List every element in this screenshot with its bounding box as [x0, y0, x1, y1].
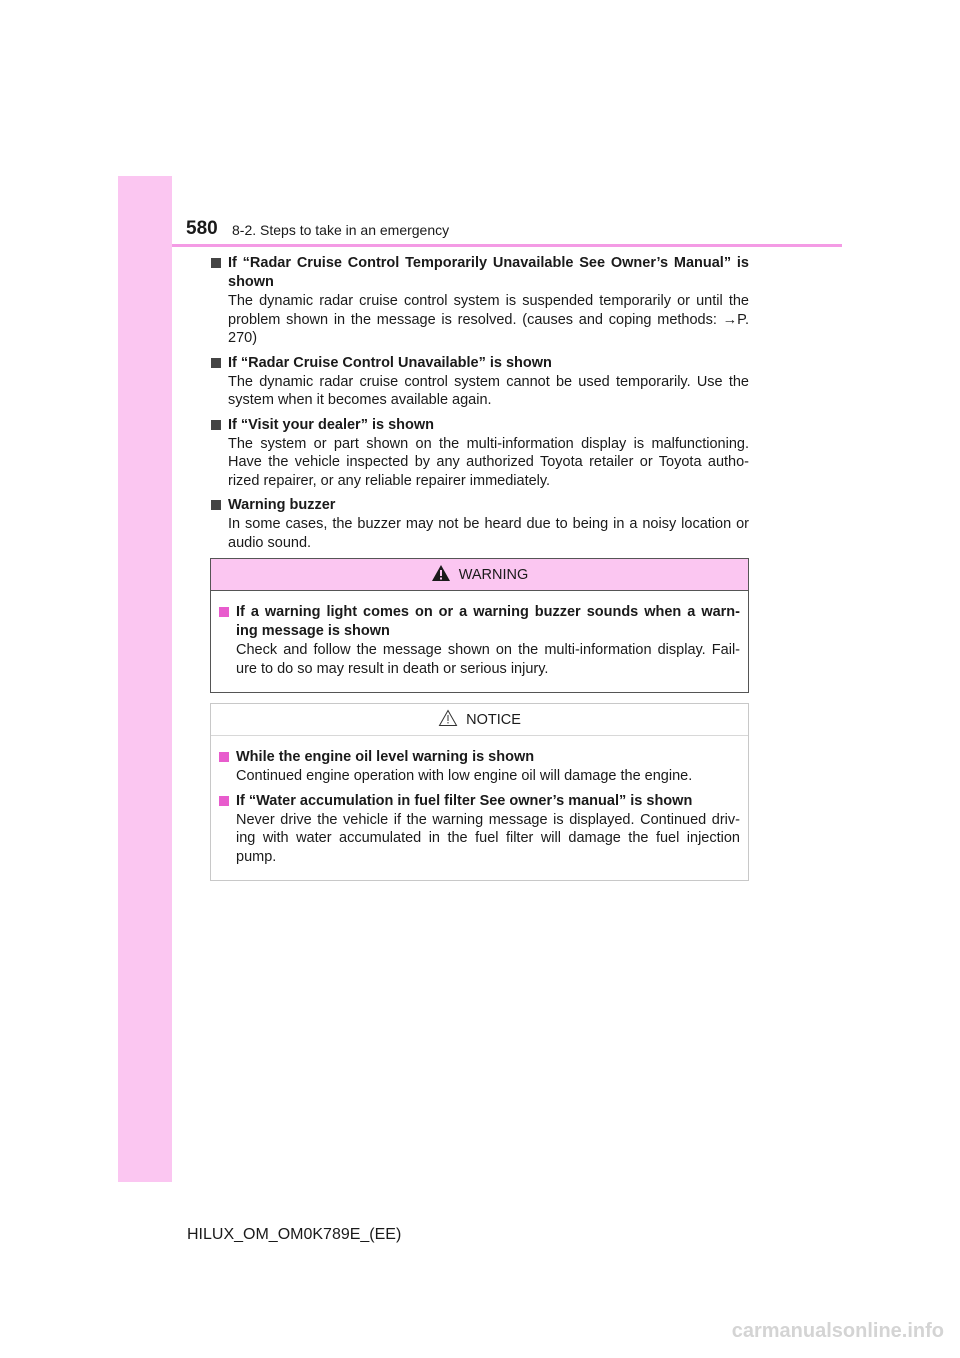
warning-body: [211, 591, 748, 678]
item-heading: If a warning light comes on or a warning buzzer sounds when a warn- ing message is shown: [219, 603, 740, 641]
item-body: The dynamic radar cruise control system is suspended temporarily or until the problem shown in the message is resolved. (causes and coping methods: →P. 270): [228, 293, 749, 346]
warning-triangle-icon: [431, 564, 451, 586]
item-heading: While the engine oil level warning is shown: [219, 748, 740, 767]
square-bullet-icon: [211, 420, 221, 430]
list-item: [211, 354, 749, 410]
main-content: [211, 254, 749, 558]
item-body: The system or part shown on the multi-information display is malfunctioning. Have the vehicle inspected by any authorized Toyota retailer or Toyota autho- rized repairer, or any reliable repairer immediately.: [228, 435, 749, 489]
list-item: [211, 416, 749, 491]
notice-triangle-icon: [438, 709, 458, 731]
item-heading: If “Water accumulation in fuel filter See owner’s manual” is shown: [219, 792, 740, 811]
page-number: 580: [186, 218, 218, 239]
header-rule: [172, 244, 842, 247]
section-title: 8-2. Steps to take in an emergency: [232, 222, 450, 238]
square-bullet-icon: [211, 358, 221, 368]
watermark: carmanualsonline.info: [731, 1320, 944, 1342]
item-body: Check and follow the message shown on the multi-information display. Fail- ure to do so may result in death or serious injury.: [236, 642, 740, 677]
item-heading: If “Visit your dealer” is shown: [211, 416, 749, 435]
item-body: Never drive the vehicle if the warning message is displayed. Continued driv- ing with water accumulated in the fuel filter will damage the fuel injection pump.: [236, 811, 740, 865]
item-heading: If “Radar Cruise Control Temporarily Unavailable See Owner’s Manual” is shown: [211, 254, 749, 292]
item-body: Continued engine operation with low engine oil will damage the engine.: [236, 768, 693, 784]
item-heading: If “Radar Cruise Control Unavailable” is shown: [211, 354, 749, 373]
notice-header: [211, 704, 748, 736]
square-bullet-icon: [219, 752, 229, 762]
warning-label: WARNING: [458, 566, 529, 583]
square-bullet-icon: [211, 258, 221, 268]
list-item: [219, 603, 740, 678]
document-code: HILUX_OM_OM0K789E_(EE): [187, 1226, 402, 1243]
list-item: [211, 496, 749, 552]
chapter-side-tab: [118, 176, 172, 1182]
square-bullet-icon: [219, 796, 229, 806]
item-body: In some cases, the buzzer may not be heard due to being in a noisy location or audio sound.: [228, 516, 749, 551]
notice-body: [211, 736, 748, 866]
notice-box: [210, 703, 749, 881]
square-bullet-icon: [211, 500, 221, 510]
notice-label: NOTICE: [466, 711, 521, 728]
list-item: [219, 792, 740, 867]
warning-box: [210, 558, 749, 693]
warning-header: [211, 559, 748, 591]
item-heading: Warning buzzer: [211, 496, 749, 515]
list-item: [211, 254, 749, 348]
list-item: [219, 748, 740, 786]
square-bullet-icon: [219, 607, 229, 617]
item-body: The dynamic radar cruise control system cannot be used temporarily. Use the system when it becomes available again.: [228, 373, 749, 408]
